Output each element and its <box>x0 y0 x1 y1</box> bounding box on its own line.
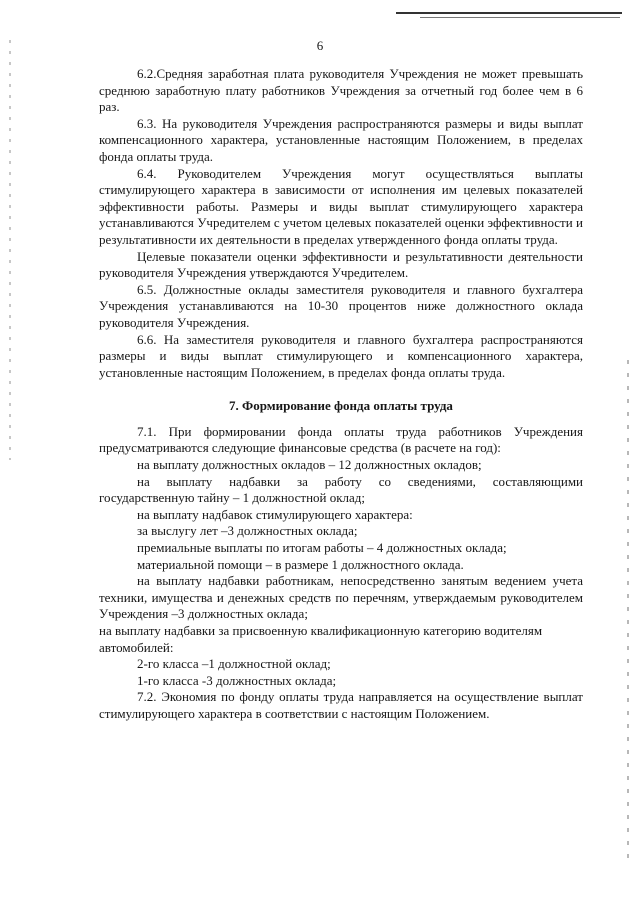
list-item-accounting-staff: на выплату надбавки работникам, непосредственно занятым ведением учета техники, имущества и денежных средств по перечням, утверждаемым руководителем Учреждения –3 должностных оклада; <box>99 573 583 622</box>
paragraph-target-indicators: Целевые показатели оценки эффективности и результативности деятельности руководителя Учреждения утверждаются Учредителем. <box>99 248 583 281</box>
list-item-state-secret: на выплату надбавки за работу со сведениями, составляющими государственную тайну – 1 должностной оклад; <box>99 473 583 506</box>
top-scan-rule-thin <box>420 17 620 18</box>
paragraph-6-6: 6.6. На заместителя руководителя и главного бухгалтера распространяются размеры и виды выплат стимулирующего и компенсационного характера, установленные настоящим Положением, в пределах фонда оплаты труда. <box>99 331 583 380</box>
section-7-heading: 7. Формирование фонда оплаты труда <box>229 398 453 414</box>
list-item-seniority: за выслугу лет –3 должностных оклада; <box>137 523 358 539</box>
right-scan-edge <box>627 360 629 860</box>
paragraph-6-4: 6.4. Руководителем Учреждения могут осуществляться выплаты стимулирующего характера в зависимости от исполнения им целевых показателей эффективности работы. Размеры и виды выплат стимулирующего характера устанавливаются Учредителем с учетом целевых показателей оценки эффективности и результативности их деятельности в пределах утвержденного фонда оплаты труда. <box>99 165 583 247</box>
paragraph-7-1: 7.1. При формировании фонда оплаты труда работников Учреждения предусматриваются следующие финансовые средства (в расчете на год): <box>99 423 583 456</box>
paragraph-6-2: 6.2.Средняя заработная плата руководителя Учреждения не может превышать среднюю заработную плату работников Учреждения за отчетный год более чем в 6 раз. <box>99 66 583 115</box>
document-body <box>99 66 583 723</box>
list-item-driver-category: на выплату надбавки за присвоенную квалификационную категорию водителям автомобилей: <box>99 623 543 655</box>
list-item-class-1: 1-го класса -3 должностных оклада; <box>137 672 337 688</box>
list-item-incentive: на выплату надбавок стимулирующего характера: <box>137 506 413 522</box>
page-number: 6 <box>316 38 324 53</box>
list-item-class-2: 2-го класса –1 должностной оклад; <box>137 656 331 672</box>
paragraph-6-5: 6.5. Должностные оклады заместителя руководителя и главного бухгалтера Учреждения устанавливаются на 10-30 процентов ниже должностного оклада руководителя Учреждения. <box>99 281 583 330</box>
paragraph-7-2: 7.2. Экономия по фонду оплаты труда направляется на осуществление выплат стимулирующего характера в соответствии с настоящим Положением. <box>99 689 583 721</box>
list-item-official-salaries: на выплату должностных окладов – 12 должностных окладов; <box>137 457 482 473</box>
top-scan-rule <box>396 12 622 14</box>
list-item-material-aid: материальной помощи – в размере 1 должностного оклада. <box>137 556 464 572</box>
paragraph-6-3: 6.3. На руководителя Учреждения распространяются размеры и виды выплат компенсационного характера, установленные настоящим Положением, в пределах фонда оплаты труда. <box>99 115 583 164</box>
list-item-bonuses: премиальные выплаты по итогам работы – 4 должностных оклада; <box>137 540 507 556</box>
left-scan-edge <box>9 40 11 460</box>
